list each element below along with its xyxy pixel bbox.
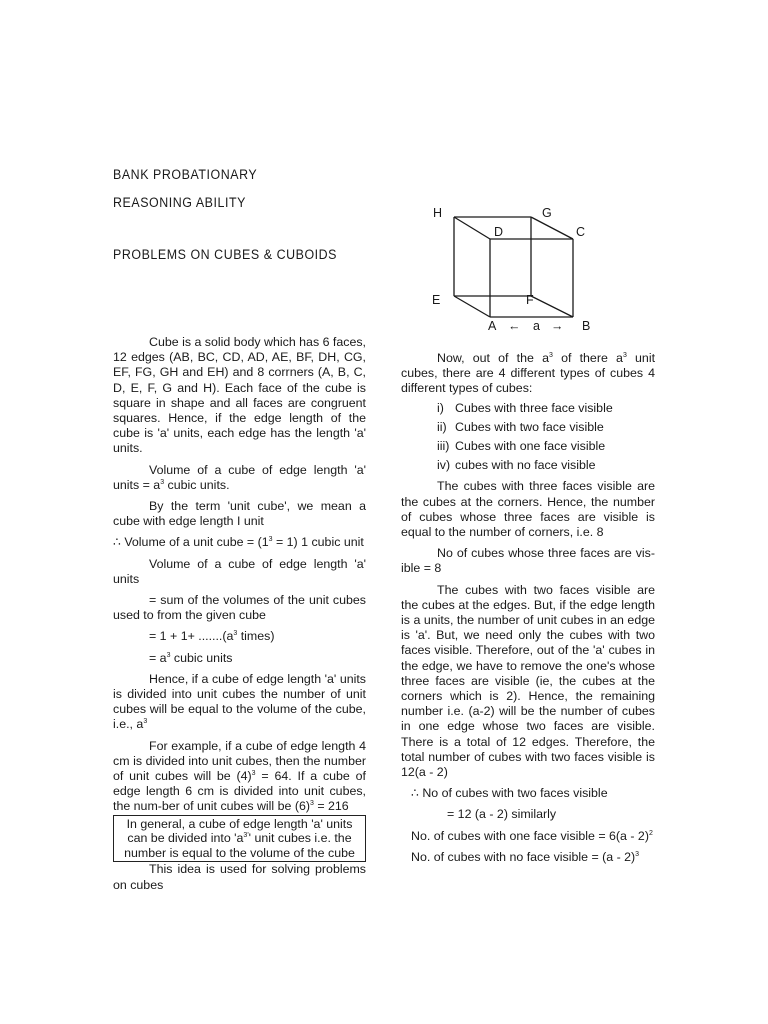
chapter-title: PROBLEMS ON CUBES & CUBOIDS: [113, 247, 338, 262]
edge-gc: [531, 217, 573, 239]
one-face-formula: No. of cubes with one face visible = 6(a - 2)$^2$: [411, 828, 653, 843]
three-faces-count: No of cubes whose three faces are vis-ible = 8: [401, 546, 655, 576]
series-line: = $1 + 1+ .......(a^3$ times): [149, 629, 275, 644]
cubic-units-line: = $a^3$ cubic units: [149, 650, 233, 665]
volume-line: Volume of a cube of edge length 'a' units: [113, 556, 366, 586]
list-number: iii): [437, 439, 450, 454]
unit-cube-volume: ∴ Volume of a unit cube = $(1^3 = 1)$ 1 cubic unit: [113, 535, 364, 550]
list-item: [401, 439, 655, 454]
no-face-formula: No. of cubes with no face visible = (a - 2)$^3$: [411, 849, 640, 864]
left-column: [113, 335, 366, 893]
right-column: [401, 351, 655, 865]
unit-cube-definition: By the term 'unit cube', we mean a cube with edge length I unit: [113, 499, 366, 529]
vertex-label-c: C: [576, 225, 586, 239]
cube-definition-paragraph: Cube is a solid body which has 6 faces, 12 edges (AB, BC, CD, AD, AE, BF, DH, CG, EF, FG, GH and EH) and 8 corrners (A, B, C, D, E, F, G and H). Each face of the cube is square in shape and all faces are congruent squares. Hence, if the edge length of the cube is 'a' units, each edge has the length 'a' units.: [113, 335, 366, 456]
vertex-label-e: E: [432, 293, 441, 307]
book-title: BANK PROBATIONARY: [113, 167, 258, 182]
dimension-label-a: a: [533, 319, 540, 333]
two-faces-formula: = 12 (a - 2) similarly: [447, 807, 557, 822]
hence-paragraph: Hence, if a cube of edge length 'a' units is divided into unit cubes the number of unit cubes will be equal to the volume of the cube, i.e., $a^3$: [113, 671, 366, 732]
vertex-label-a: A: [488, 319, 497, 333]
vertex-label-d: D: [494, 225, 504, 239]
arrow-right-glyph: →: [551, 319, 564, 333]
list-item: [401, 458, 655, 473]
list-text: cubes with no face visible: [455, 458, 596, 473]
two-faces-therefore: ∴ No of cubes with two faces visible: [411, 786, 608, 801]
list-item: [401, 401, 655, 416]
list-number: i): [437, 400, 444, 415]
vertex-label-h: H: [433, 206, 443, 220]
two-faces-paragraph: The cubes with two faces visible are the cubes at the edges. But, if the edge length is a units, the number of unit cubes in an edge is 'a'. But, we need only the cubes with two faces visible. Therefore, out of the 'a' cubes in the edge, we have to remove the one's whose three faces are visible (ie, the cubes at the corners which is 2). Hence, the remaining number i.e. (a-2) will be the number of cubes in one edge whose two faces are visible. There is a total of 12 edges. Therefore, the total number of cubes with two faces visible is 12(a - 2): [401, 582, 655, 780]
cube-diagram: [420, 200, 620, 340]
edge-hd: [454, 217, 490, 239]
closing-paragraph: This idea is used for solving problems on cubes: [113, 862, 366, 892]
list-text: Cubes with three face visible: [455, 400, 613, 415]
edge-ea: [454, 296, 490, 317]
three-faces-paragraph: The cubes with three faces visible are the cubes at the corners. Hence, the number of cubes whose three faces are visible is equal to the number of corners, i.e. 8: [401, 479, 655, 540]
list-number: ii): [437, 419, 447, 434]
vertex-label-g: G: [542, 206, 552, 220]
general-rule-box: In general, a cube of edge length 'a' units can be divided into '$a^{3'}$' unit cubes i.e. the number is equal to the volume of the cube: [113, 815, 366, 863]
types-intro-paragraph: Now, out of the $a^3$ of there $a^3$ unit cubes, there are 4 different types of cubes 4 different types of cubes:: [401, 351, 656, 396]
example-paragraph: For example, if a cube of edge length 4 cm is divided into unit cubes, then the number of unit cubes will be $(4)^3 = 64$. If a cube of edge length 6 cm is divided into unit cubes, the num-ber of unit cubes will be $(6)^3 = 216$: [113, 738, 366, 814]
section-title: REASONING ABILITY: [113, 195, 246, 210]
list-item: [401, 420, 655, 435]
vertex-label-f: F: [526, 293, 534, 307]
list-text: Cubes with one face visible: [455, 439, 606, 454]
volume-formula-paragraph: Volume of a cube of edge length 'a' units = $a^3$ cubic units.: [113, 462, 366, 492]
vertex-label-b: B: [582, 319, 591, 333]
edge-fb: [531, 296, 573, 317]
list-text: Cubes with two face visible: [455, 419, 604, 434]
list-number: iv): [437, 458, 451, 473]
sum-line: = sum of the volumes of the unit cubes used to from the given cube: [113, 593, 366, 623]
arrow-left-glyph: ←: [508, 319, 521, 333]
